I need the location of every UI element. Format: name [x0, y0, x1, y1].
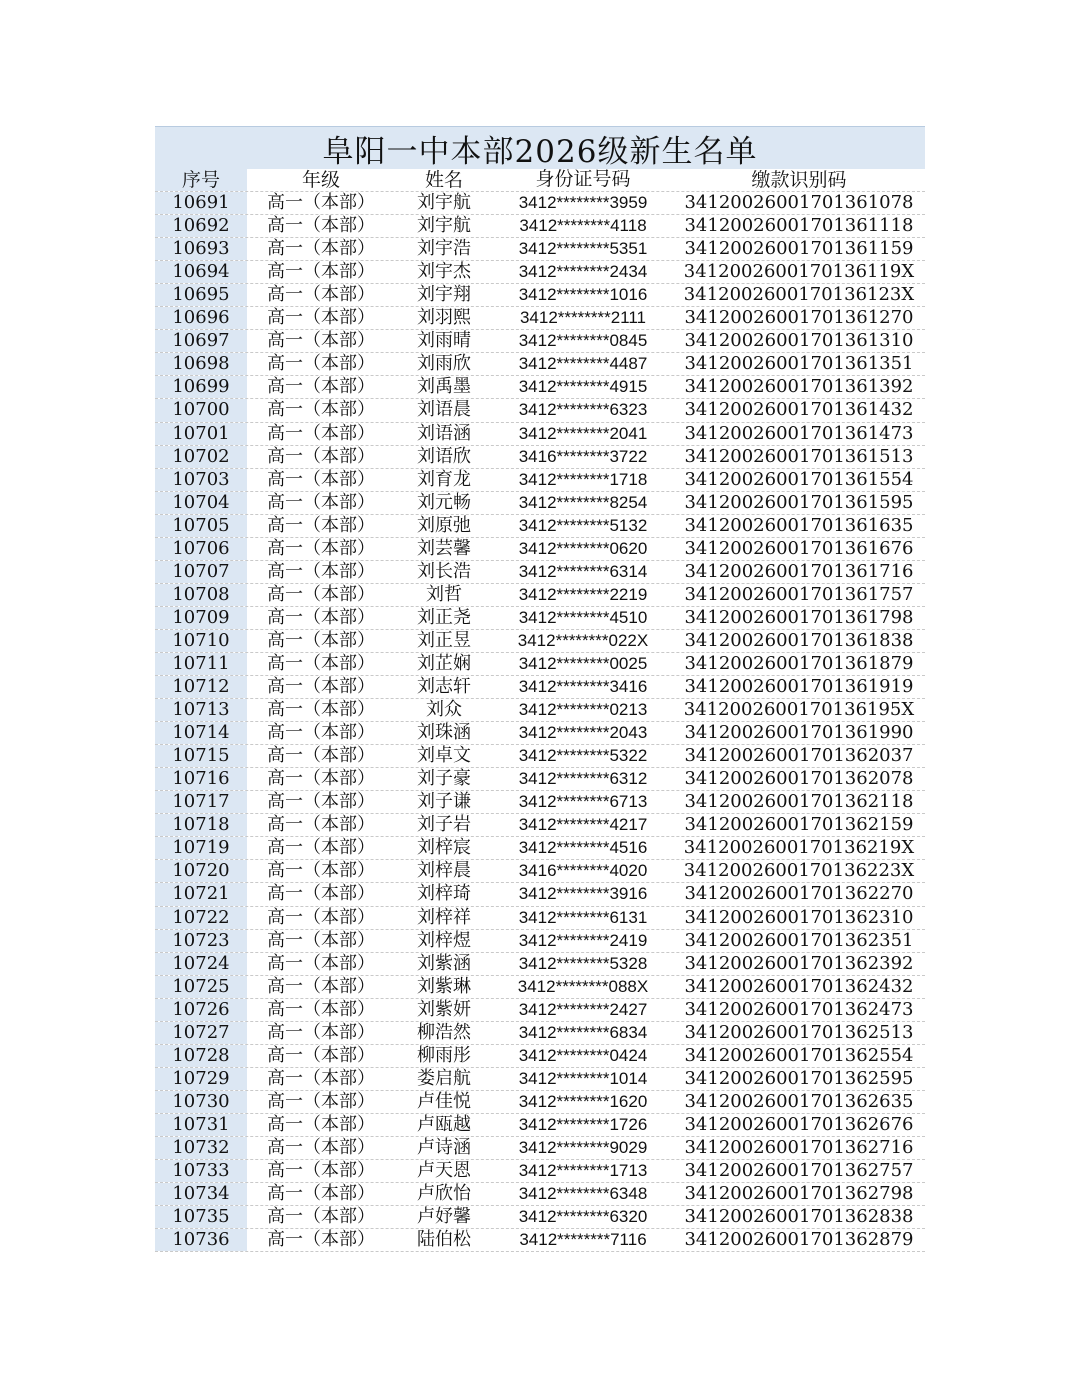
cell-id-number: 3412********7116: [519, 1230, 647, 1250]
cell-id-number: 3412********2419: [518, 930, 648, 950]
cell-name: 刘正昱: [417, 629, 471, 651]
table-row: [155, 538, 925, 561]
cell-id-number: 3412********0845: [518, 331, 648, 351]
cell-payment-code: 34120026001701362595: [684, 1067, 914, 1089]
cell-payment-code: 3412002600170136123X: [683, 284, 915, 306]
cell-grade: 高一（本部）: [267, 330, 375, 352]
cell-id-number: 3412********0620: [518, 538, 648, 558]
cell-index: 10701: [155, 423, 247, 445]
cell-grade: 高一（本部）: [267, 699, 375, 721]
cell-payment-code: 3412002600170136195X: [683, 699, 915, 721]
cell-payment-code: 34120026001701361798: [684, 606, 914, 628]
cell-index: 10713: [155, 699, 247, 721]
table-row: [155, 883, 925, 906]
cell-name: 娄启航: [417, 1067, 471, 1089]
cell-index: 10715: [155, 745, 247, 767]
cell-id-number: 3412********6320: [518, 1207, 648, 1227]
cell-name: 刘紫琳: [417, 975, 471, 997]
cell-grade: 高一（本部）: [267, 998, 375, 1020]
table-row: [155, 676, 925, 699]
cell-id-number: 3412********6713: [518, 792, 648, 812]
cell-name: 刘志轩: [417, 676, 471, 698]
cell-index: 10731: [155, 1114, 247, 1136]
table-row: [155, 423, 925, 446]
cell-payment-code: 34120026001701361078: [684, 192, 914, 214]
table-row: [155, 722, 925, 745]
cell-index: 10734: [155, 1183, 247, 1205]
cell-id-number: 3412********5132: [518, 515, 648, 535]
cell-name: 刘育龙: [417, 468, 471, 490]
cell-payment-code: 34120026001701362554: [684, 1044, 914, 1066]
cell-grade: 高一（本部）: [267, 860, 375, 882]
table-row: [155, 561, 925, 584]
table-row: [155, 1206, 925, 1229]
cell-id-number: 3412********2111: [519, 308, 647, 328]
cell-payment-code: 34120026001701361432: [684, 399, 914, 421]
cell-grade: 高一（本部）: [267, 722, 375, 744]
cell-id-number: 3412********3416: [518, 677, 648, 697]
cell-name: 卢佳悦: [417, 1090, 471, 1112]
table-row: [155, 976, 925, 999]
cell-id-number: 3412********4915: [518, 377, 648, 397]
cell-index: 10708: [155, 584, 247, 606]
cell-name: 陆伯松: [417, 1229, 471, 1251]
cell-index: 10735: [155, 1206, 247, 1228]
cell-index: 10720: [155, 860, 247, 882]
cell-index: 10693: [155, 238, 247, 260]
table-row: [155, 1160, 925, 1183]
header-grade: 年级: [301, 169, 340, 192]
cell-payment-code: 34120026001701361990: [684, 722, 914, 744]
table-row: [155, 1091, 925, 1114]
cell-id-number: 3412********2434: [518, 262, 648, 282]
cell-index: 10707: [155, 561, 247, 583]
cell-payment-code: 34120026001701362432: [684, 975, 914, 997]
cell-id-number: 3412********1726: [518, 1114, 648, 1134]
cell-name: 柳雨彤: [417, 1044, 471, 1066]
cell-name: 刘子豪: [417, 768, 471, 790]
cell-payment-code: 34120026001701362078: [684, 768, 914, 790]
sheet-title: 阜阳一中本部2026级新生名单: [155, 126, 925, 169]
cell-id-number: 3412********4510: [518, 607, 648, 627]
cell-id-number: 3416********4020: [518, 861, 648, 881]
cell-grade: 高一（本部）: [267, 491, 375, 513]
cell-grade: 高一（本部）: [267, 791, 375, 813]
cell-payment-code: 34120026001701361838: [684, 629, 914, 651]
cell-id-number: 3412********4487: [518, 354, 648, 374]
cell-id-number: 3412********2043: [518, 723, 648, 743]
cell-payment-code: 34120026001701361554: [684, 468, 914, 490]
table-row: [155, 860, 925, 883]
cell-payment-code: 34120026001701362351: [684, 929, 914, 951]
cell-name: 刘梓晨: [417, 860, 471, 882]
cell-name: 刘宇翔: [417, 284, 471, 306]
table-row: [155, 1229, 925, 1252]
cell-name: 卢诗涵: [417, 1136, 471, 1158]
cell-index: 10702: [155, 446, 247, 468]
cell-index: 10703: [155, 469, 247, 491]
cell-payment-code: 3412002600170136223X: [683, 860, 915, 882]
cell-name: 刘语涵: [417, 422, 471, 444]
table-row: [155, 215, 925, 238]
cell-name: 刘羽熙: [417, 307, 471, 329]
cell-grade: 高一（本部）: [267, 883, 375, 905]
cell-payment-code: 34120026001701361270: [684, 307, 914, 329]
cell-index: 10726: [155, 999, 247, 1021]
cell-index: 10714: [155, 722, 247, 744]
cell-grade: 高一（本部）: [267, 307, 375, 329]
table-row: [155, 238, 925, 261]
table-row: [155, 768, 925, 791]
cell-grade: 高一（本部）: [267, 1067, 375, 1089]
cell-name: 刘宇浩: [417, 238, 471, 260]
cell-name: 刘芸馨: [417, 537, 471, 559]
cell-grade: 高一（本部）: [267, 814, 375, 836]
cell-grade: 高一（本部）: [267, 192, 375, 214]
cell-payment-code: 34120026001701362676: [684, 1113, 914, 1135]
cell-name: 刘珠涵: [417, 722, 471, 744]
student-list-sheet: [155, 126, 925, 1252]
cell-payment-code: 34120026001701361351: [684, 353, 914, 375]
cell-grade: 高一（本部）: [267, 906, 375, 928]
table-row: [155, 1114, 925, 1137]
cell-index: 10695: [155, 284, 247, 306]
cell-index: 10728: [155, 1045, 247, 1067]
cell-grade: 高一（本部）: [267, 353, 375, 375]
cell-index: 10724: [155, 953, 247, 975]
cell-index: 10700: [155, 399, 247, 421]
cell-grade: 高一（本部）: [267, 1229, 375, 1251]
table-row: [155, 307, 925, 330]
cell-index: 10721: [155, 883, 247, 905]
cell-grade: 高一（本部）: [267, 376, 375, 398]
table-row: [155, 469, 925, 492]
cell-id-number: 3412********5322: [518, 746, 648, 766]
cell-payment-code: 34120026001701361159: [684, 238, 914, 260]
cell-index: 10692: [155, 215, 247, 237]
cell-name: 刘宇航: [417, 192, 471, 214]
cell-payment-code: 34120026001701362879: [684, 1229, 914, 1251]
cell-index: 10722: [155, 907, 247, 929]
cell-index: 10709: [155, 607, 247, 629]
table-row: [155, 584, 925, 607]
cell-payment-code: 34120026001701362838: [684, 1206, 914, 1228]
cell-payment-code: 34120026001701362037: [684, 745, 914, 767]
cell-index: 10712: [155, 676, 247, 698]
cell-grade: 高一（本部）: [267, 1044, 375, 1066]
cell-name: 刘禹墨: [417, 376, 471, 398]
cell-id-number: 3412********1620: [518, 1091, 648, 1111]
cell-index: 10723: [155, 930, 247, 952]
table-row: [155, 653, 925, 676]
cell-name: 刘语欣: [417, 445, 471, 467]
cell-payment-code: 34120026001701361879: [684, 653, 914, 674]
table-row: [155, 284, 925, 307]
cell-grade: 高一（本部）: [267, 1206, 375, 1228]
cell-grade: 高一（本部）: [267, 583, 375, 605]
cell-grade: 高一（本部）: [267, 929, 375, 951]
cell-index: 10704: [155, 492, 247, 514]
cell-payment-code: 34120026001701362757: [684, 1160, 914, 1182]
cell-id-number: 3412********1718: [518, 469, 648, 489]
cell-index: 10736: [155, 1229, 247, 1251]
cell-id-number: 3412********6131: [518, 907, 648, 927]
cell-payment-code: 34120026001701361473: [684, 422, 914, 444]
cell-id-number: 3412********9029: [518, 1137, 648, 1157]
cell-grade: 高一（本部）: [267, 445, 375, 467]
cell-name: 刘原弛: [417, 514, 471, 536]
cell-index: 10696: [155, 307, 247, 329]
cell-payment-code: 34120026001701362159: [684, 814, 914, 836]
cell-payment-code: 34120026001701362716: [684, 1136, 914, 1158]
cell-payment-code: 34120026001701361676: [684, 537, 914, 559]
cell-payment-code: 34120026001701362392: [684, 952, 914, 974]
cell-id-number: 3412********4217: [518, 815, 648, 835]
cell-id-number: 3412********0025: [518, 654, 648, 673]
cell-id-number: 3412********2427: [518, 999, 648, 1019]
table-row: [155, 999, 925, 1022]
table-row: [155, 1183, 925, 1206]
table-row: [155, 745, 925, 768]
cell-payment-code: 34120026001701361716: [684, 560, 914, 582]
table-row: [155, 791, 925, 814]
cell-index: 10718: [155, 814, 247, 836]
cell-id-number: 3412********5328: [518, 953, 648, 973]
cell-index: 10719: [155, 837, 247, 859]
header-id-number: 身份证号码: [535, 169, 631, 191]
cell-payment-code: 34120026001701361757: [684, 583, 914, 605]
cell-name: 卢欣怡: [417, 1183, 471, 1205]
cell-name: 刘长浩: [417, 560, 471, 582]
table-row: [155, 953, 925, 976]
cell-index: 10710: [155, 630, 247, 652]
cell-grade: 高一（本部）: [267, 468, 375, 490]
cell-id-number: 3412********0424: [518, 1045, 648, 1065]
cell-name: 刘紫妍: [417, 998, 471, 1020]
cell-name: 刘雨欣: [417, 353, 471, 375]
cell-payment-code: 34120026001701362635: [684, 1090, 914, 1112]
cell-name: 卢瓯越: [417, 1113, 471, 1135]
cell-grade: 高一（本部）: [267, 1183, 375, 1205]
cell-grade: 高一（本部）: [267, 261, 375, 283]
cell-payment-code: 34120026001701362473: [684, 998, 914, 1020]
cell-id-number: 3412********2219: [518, 584, 648, 604]
cell-payment-code: 34120026001701362513: [684, 1021, 914, 1043]
cell-payment-code: 34120026001701362798: [684, 1183, 914, 1205]
cell-name: 刘众: [426, 699, 462, 721]
cell-payment-code: 34120026001701362118: [684, 791, 914, 813]
cell-index: 10705: [155, 515, 247, 537]
cell-grade: 高一（本部）: [267, 284, 375, 306]
cell-index: 10694: [155, 261, 247, 283]
cell-grade: 高一（本部）: [267, 514, 375, 536]
cell-grade: 高一（本部）: [267, 399, 375, 421]
cell-index: 10697: [155, 330, 247, 352]
cell-id-number: 3416********3722: [518, 446, 648, 466]
cell-payment-code: 34120026001701361595: [684, 491, 914, 513]
table-body: [155, 192, 925, 1252]
cell-grade: 高一（本部）: [267, 1136, 375, 1158]
cell-grade: 高一（本部）: [267, 606, 375, 628]
cell-grade: 高一（本部）: [267, 1090, 375, 1112]
cell-id-number: 3412********6312: [518, 769, 648, 789]
cell-id-number: 3412********088X: [517, 976, 649, 996]
cell-payment-code: 34120026001701361310: [684, 330, 914, 352]
cell-grade: 高一（本部）: [267, 768, 375, 790]
cell-id-number: 3412********1014: [518, 1068, 648, 1088]
cell-grade: 高一（本部）: [267, 215, 375, 237]
cell-payment-code: 34120026001701362310: [684, 906, 914, 928]
cell-id-number: 3412********8254: [518, 492, 648, 512]
cell-id-number: 3412********3959: [518, 193, 648, 213]
table-row: [155, 814, 925, 837]
cell-payment-code: 34120026001701361919: [684, 676, 914, 698]
table-row: [155, 399, 925, 422]
table-row: [155, 1137, 925, 1160]
table-row: [155, 492, 925, 515]
cell-index: 10706: [155, 538, 247, 560]
cell-name: 刘哲: [426, 583, 462, 605]
cell-name: 刘雨晴: [417, 330, 471, 352]
cell-grade: 高一（本部）: [267, 975, 375, 997]
table-row: [155, 515, 925, 538]
cell-id-number: 3412********022X: [517, 630, 649, 650]
table-row: [155, 376, 925, 399]
cell-payment-code: 34120026001701361635: [684, 514, 914, 536]
cell-name: 刘梓琦: [417, 883, 471, 905]
cell-id-number: 3412********0213: [518, 700, 648, 720]
header-name: 姓名: [424, 169, 463, 192]
cell-payment-code: 3412002600170136219X: [683, 837, 915, 859]
cell-name: 刘芷娴: [417, 653, 471, 674]
cell-grade: 高一（本部）: [267, 653, 375, 674]
table-row: [155, 1045, 925, 1068]
table-row: [155, 261, 925, 284]
cell-index: 10716: [155, 768, 247, 790]
cell-grade: 高一（本部）: [267, 1021, 375, 1043]
cell-id-number: 3412********6314: [518, 561, 648, 581]
cell-name: 刘语晨: [417, 399, 471, 421]
cell-id-number: 3412********6323: [518, 400, 648, 420]
cell-grade: 高一（本部）: [267, 238, 375, 260]
cell-name: 刘紫涵: [417, 952, 471, 974]
table-row: [155, 192, 925, 215]
cell-name: 柳浩然: [417, 1021, 471, 1043]
cell-grade: 高一（本部）: [267, 952, 375, 974]
cell-index: 10698: [155, 353, 247, 375]
table-header-row: [155, 169, 925, 192]
cell-name: 刘梓宸: [417, 837, 471, 859]
cell-payment-code: 3412002600170136119X: [683, 261, 915, 283]
cell-id-number: 3412********6834: [518, 1022, 648, 1042]
table-row: [155, 330, 925, 353]
table-row: [155, 446, 925, 469]
table-row: [155, 907, 925, 930]
cell-payment-code: 34120026001701361118: [684, 215, 914, 237]
cell-index: 10717: [155, 791, 247, 813]
table-row: [155, 353, 925, 376]
cell-grade: 高一（本部）: [267, 560, 375, 582]
cell-id-number: 3412********2041: [518, 423, 648, 443]
cell-index: 10691: [155, 192, 247, 214]
table-row: [155, 837, 925, 860]
cell-name: 刘宇杰: [417, 261, 471, 283]
cell-grade: 高一（本部）: [267, 537, 375, 559]
cell-name: 刘宇航: [417, 215, 471, 237]
cell-payment-code: 34120026001701362270: [684, 883, 914, 905]
cell-id-number: 3412********1016: [518, 285, 648, 305]
table-row: [155, 930, 925, 953]
cell-name: 卢妤馨: [417, 1206, 471, 1228]
cell-id-number: 3412********5351: [518, 239, 648, 259]
header-payment-code: 缴款识别码: [751, 169, 847, 192]
cell-grade: 高一（本部）: [267, 629, 375, 651]
cell-index: 10732: [155, 1137, 247, 1159]
cell-name: 刘梓煜: [417, 929, 471, 951]
cell-grade: 高一（本部）: [267, 1113, 375, 1135]
cell-payment-code: 34120026001701361513: [684, 445, 914, 467]
cell-id-number: 3412********3916: [518, 884, 648, 904]
cell-name: 刘元畅: [417, 491, 471, 513]
cell-name: 刘卓文: [417, 745, 471, 767]
cell-name: 刘子岩: [417, 814, 471, 836]
cell-index: 10730: [155, 1091, 247, 1113]
cell-id-number: 3412********4516: [518, 838, 648, 858]
cell-grade: 高一（本部）: [267, 676, 375, 698]
cell-payment-code: 34120026001701361392: [684, 376, 914, 398]
cell-name: 刘正尧: [417, 606, 471, 628]
cell-name: 卢天恩: [417, 1160, 471, 1182]
cell-index: 10733: [155, 1160, 247, 1182]
cell-index: 10725: [155, 976, 247, 998]
cell-name: 刘子谦: [417, 791, 471, 813]
cell-name: 刘梓祥: [417, 906, 471, 928]
cell-id-number: 3412********6348: [518, 1184, 648, 1204]
cell-id-number: 3412********1713: [518, 1161, 648, 1181]
cell-id-number: 3412********4118: [519, 216, 647, 236]
table-row: [155, 1068, 925, 1091]
table-row: [155, 1022, 925, 1045]
cell-index: 10727: [155, 1022, 247, 1044]
table-row: [155, 630, 925, 653]
cell-grade: 高一（本部）: [267, 837, 375, 859]
header-index: 序号: [155, 169, 247, 191]
table-row: [155, 699, 925, 722]
cell-index: 10729: [155, 1068, 247, 1090]
cell-index: 10699: [155, 376, 247, 398]
cell-index: 10711: [155, 653, 247, 675]
cell-grade: 高一（本部）: [267, 1160, 375, 1182]
cell-grade: 高一（本部）: [267, 745, 375, 767]
cell-grade: 高一（本部）: [267, 422, 375, 444]
table-row: [155, 607, 925, 630]
